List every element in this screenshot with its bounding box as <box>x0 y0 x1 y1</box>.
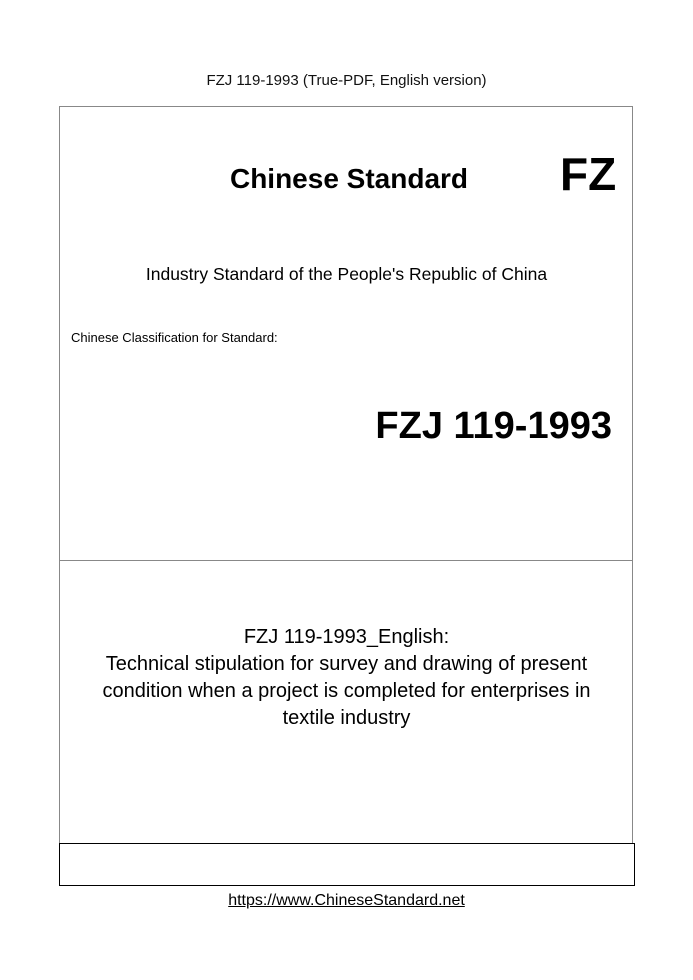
document-title-line: textile industry <box>282 707 411 729</box>
document-title <box>0 624 693 732</box>
footer <box>0 892 693 910</box>
document-title-line: condition when a project is completed for enterprises in <box>102 680 591 702</box>
document-title-line: FZJ 119-1993_English: <box>243 626 450 648</box>
website-link[interactable]: https://www.ChineseStandard.net <box>228 892 465 909</box>
cover-title: Chinese Standard <box>229 163 469 194</box>
classification-label: Chinese Classification for Standard: <box>71 330 278 345</box>
cover-frame <box>59 106 633 886</box>
section-divider <box>59 560 633 561</box>
cover-subtitle: Industry Standard of the People's Republic of China <box>145 264 548 284</box>
document-title-line: Technical stipulation for survey and drawing of present <box>105 653 588 675</box>
standard-number: FZJ 119-1993 <box>375 405 612 447</box>
bottom-box <box>59 843 635 886</box>
standard-code-mark: FZ <box>560 148 617 200</box>
page-header: FZJ 119-1993 (True-PDF, English version) <box>206 72 487 89</box>
